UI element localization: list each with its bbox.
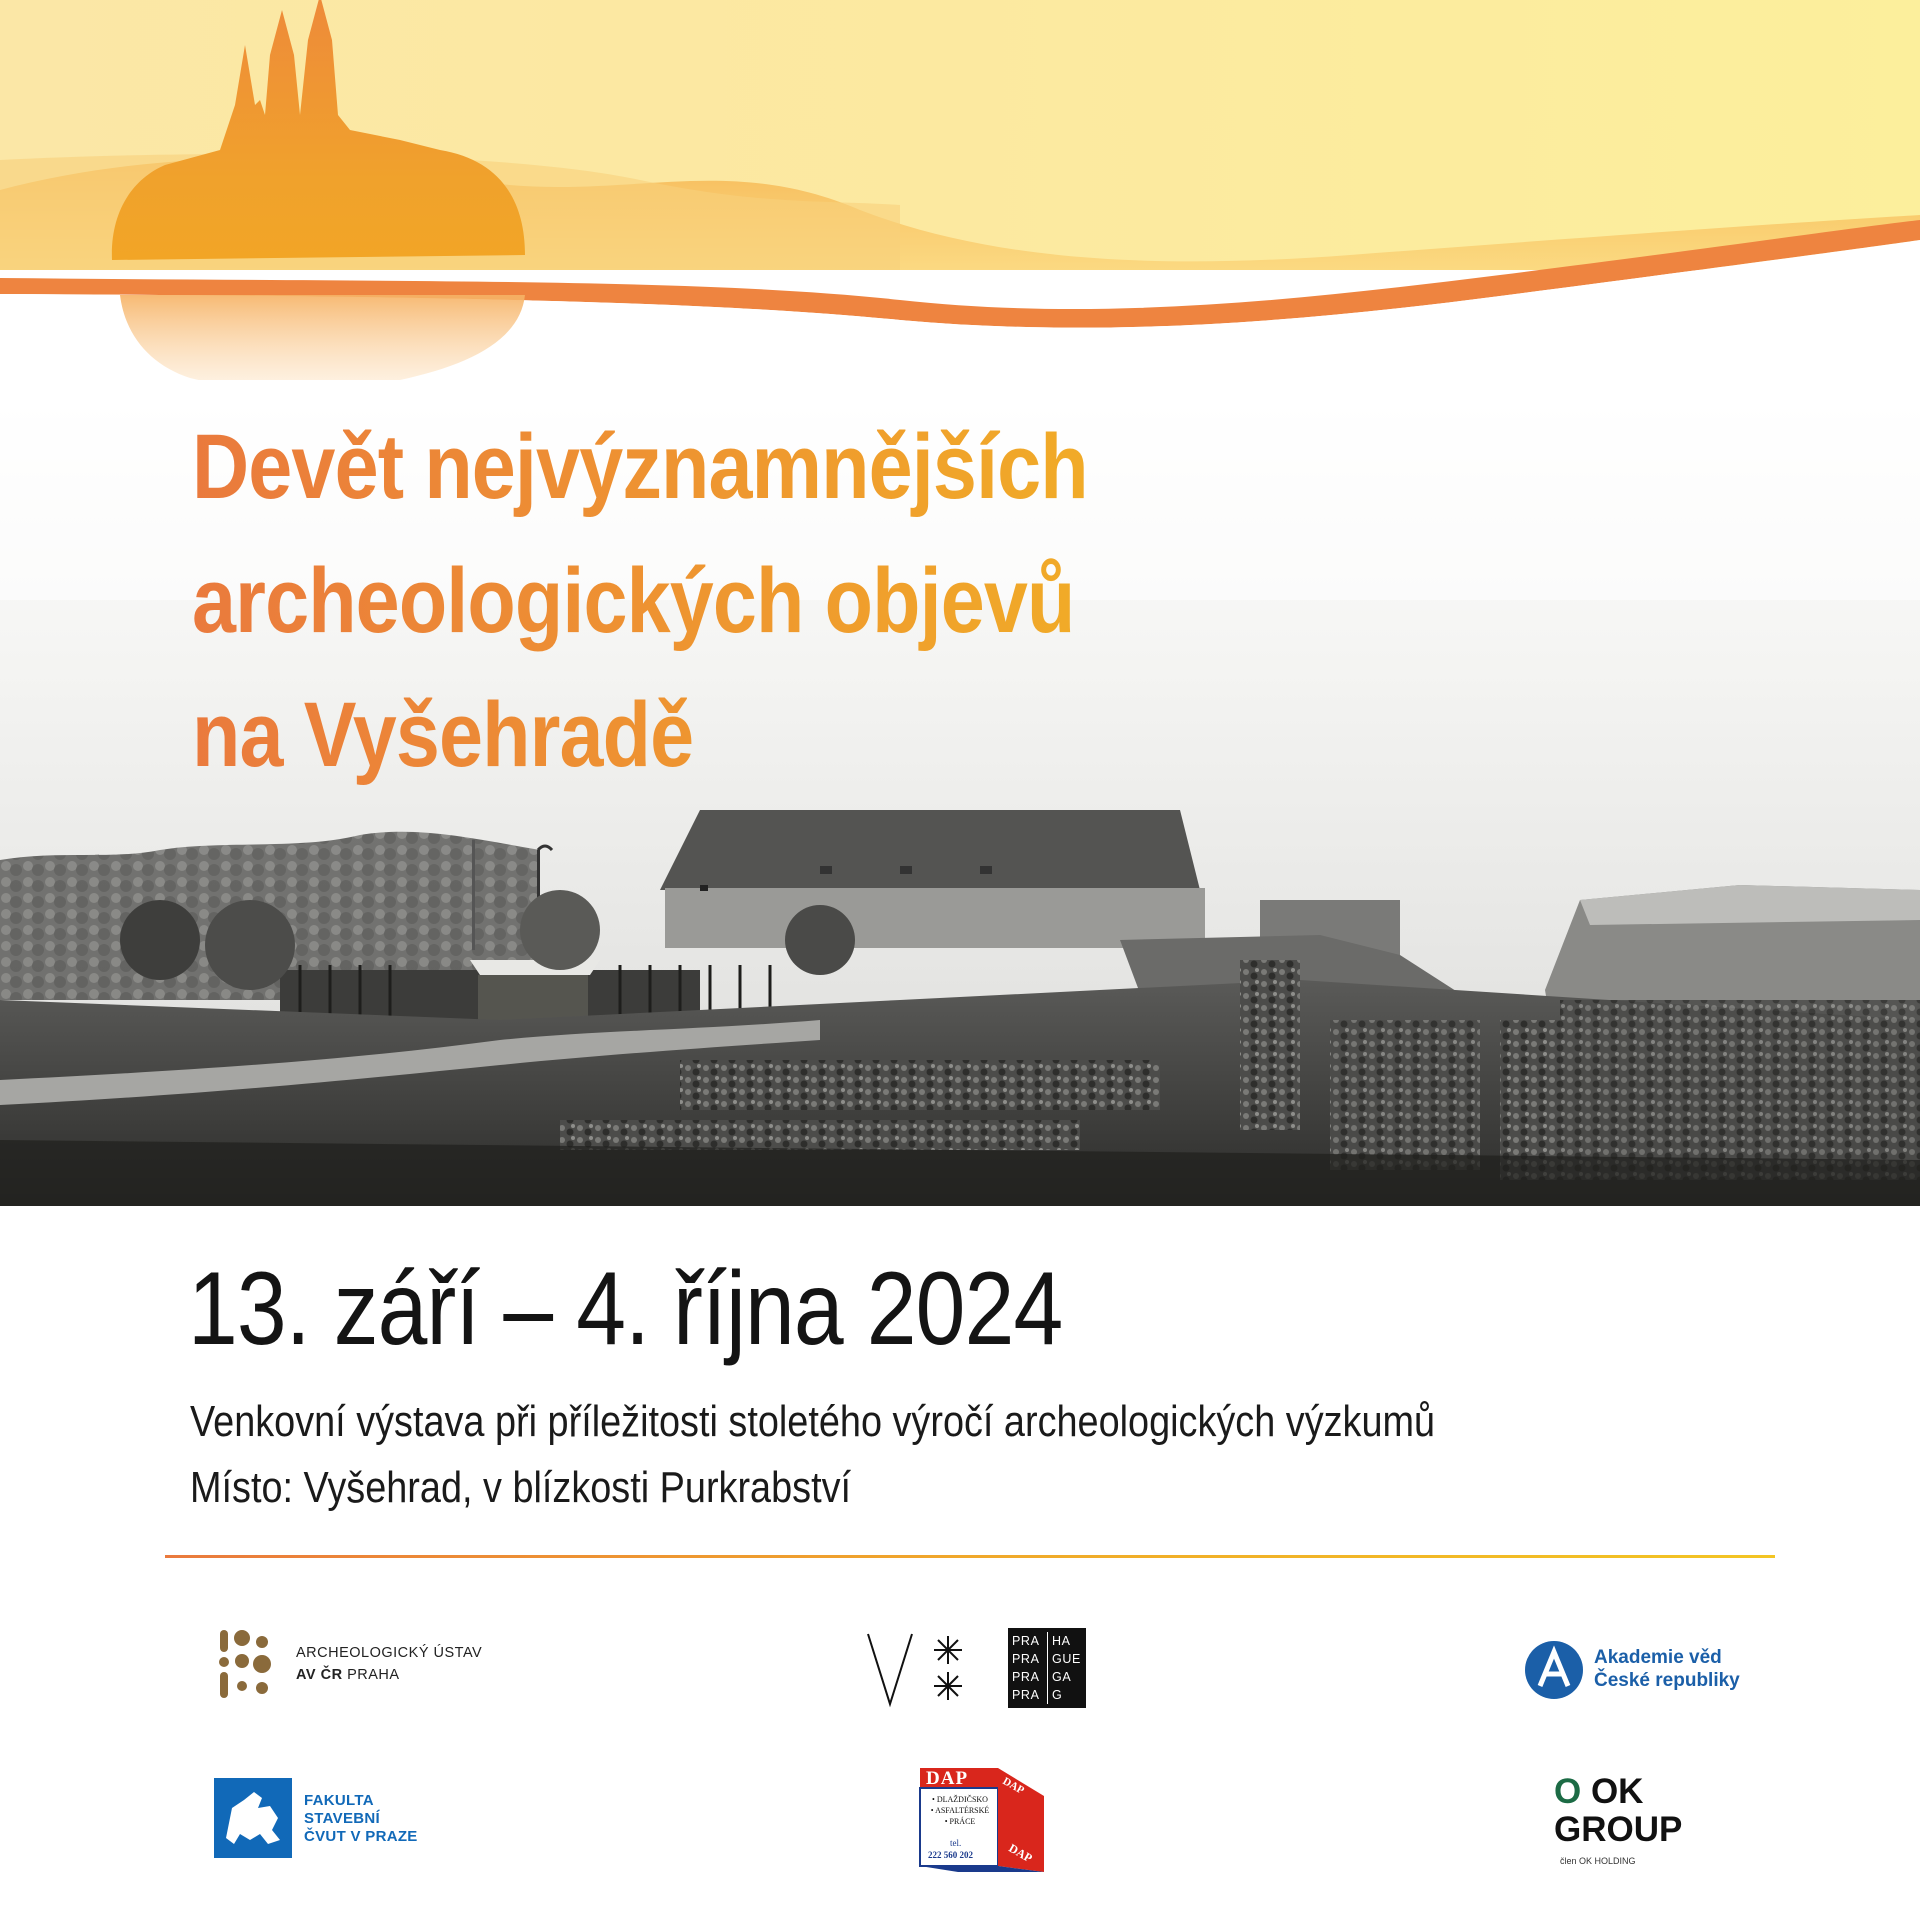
praha-left-column [1012, 1632, 1040, 1704]
praha-cell: PRA [1012, 1688, 1040, 1702]
praha-cell: G [1052, 1688, 1063, 1702]
archeologicky-ustav-text [296, 1642, 482, 1686]
fsv-line2: STAVEBNÍ [304, 1810, 381, 1827]
akademie-ved-logo [1524, 1640, 1774, 1700]
au-line2-bold: AV ČR [296, 1667, 343, 1683]
ok-o-mark: O [1554, 1772, 1582, 1811]
fakulta-stavebni-cvut-logo [214, 1778, 444, 1858]
cvut-lion-icon [214, 1778, 292, 1858]
fsv-line1: FAKULTA [304, 1792, 374, 1809]
akademie-text [1594, 1646, 1740, 1692]
dap-line1: • DLAŽDIČSKO [932, 1795, 988, 1804]
ok-group-logo [1548, 1772, 1748, 1868]
dap-top-label: DAP [926, 1768, 969, 1789]
dot-grid-icon [218, 1628, 282, 1700]
dap-line3: • PRÁCE [944, 1817, 976, 1826]
title-line-1: Devět nejvýznamnějších [192, 400, 1267, 534]
fakulta-text [304, 1792, 418, 1846]
fsv-line3: ČVUT V PRAZE [304, 1828, 418, 1845]
dap-side-label-1: DAP [1000, 1775, 1027, 1797]
praha-separator [1047, 1632, 1048, 1704]
dap-line2: • ASFALTÉRSKÉ [930, 1806, 990, 1815]
ok-member-text: člen OK HOLDING [1560, 1856, 1636, 1866]
title-line-2: archeologických objevů [192, 534, 1267, 668]
ok-word: OK [1581, 1772, 1644, 1811]
au-line1: ARCHEOLOGICKÝ ÚSTAV [296, 1645, 483, 1661]
praha-cell: PRA [1012, 1670, 1040, 1684]
akademie-line2: České republiky [1594, 1670, 1740, 1691]
title-line-3: na Vyšehradě [192, 668, 1267, 802]
praha-cell: HA [1052, 1634, 1071, 1648]
archeologicky-ustav-logo [218, 1628, 498, 1700]
dap-phone: 222 560 202 [928, 1850, 973, 1860]
praha-right-column [1052, 1632, 1081, 1704]
exhibition-place: Místo: Vyšehrad, v blízkosti Purkrabství [190, 1463, 852, 1512]
dap-side-label-2: DAP [1006, 1840, 1035, 1866]
exhibition-title [192, 400, 1267, 802]
exhibition-subtitle: Venkovní výstava při příležitosti stoletého výročí archeologických výzkumů [190, 1397, 1436, 1446]
au-line2-rest: PRAHA [342, 1667, 400, 1683]
vysehrad-v-icon [866, 1628, 976, 1708]
divider-line [165, 1555, 1775, 1558]
ok-group-word: GROUP [1554, 1810, 1683, 1849]
akademie-line1: Akademie věd [1594, 1647, 1722, 1668]
praha-logo [1008, 1628, 1086, 1708]
praha-cell: PRA [1012, 1652, 1040, 1666]
dap-tel-label: tel. [950, 1838, 962, 1848]
vysehrad-praha-logo [866, 1628, 1086, 1708]
praha-cell: GUE [1052, 1652, 1081, 1666]
exhibition-dates: 13. září – 4. října 2024 [188, 1251, 1063, 1367]
praha-cell: GA [1052, 1670, 1072, 1684]
dap-logo [918, 1766, 1046, 1874]
praha-cell: PRA [1012, 1634, 1040, 1648]
ok-line1 [1554, 1772, 1643, 1812]
akademie-a-icon [1524, 1640, 1584, 1700]
dap-services-text [924, 1794, 996, 1827]
vysehrad-silhouette-header [0, 0, 1920, 420]
